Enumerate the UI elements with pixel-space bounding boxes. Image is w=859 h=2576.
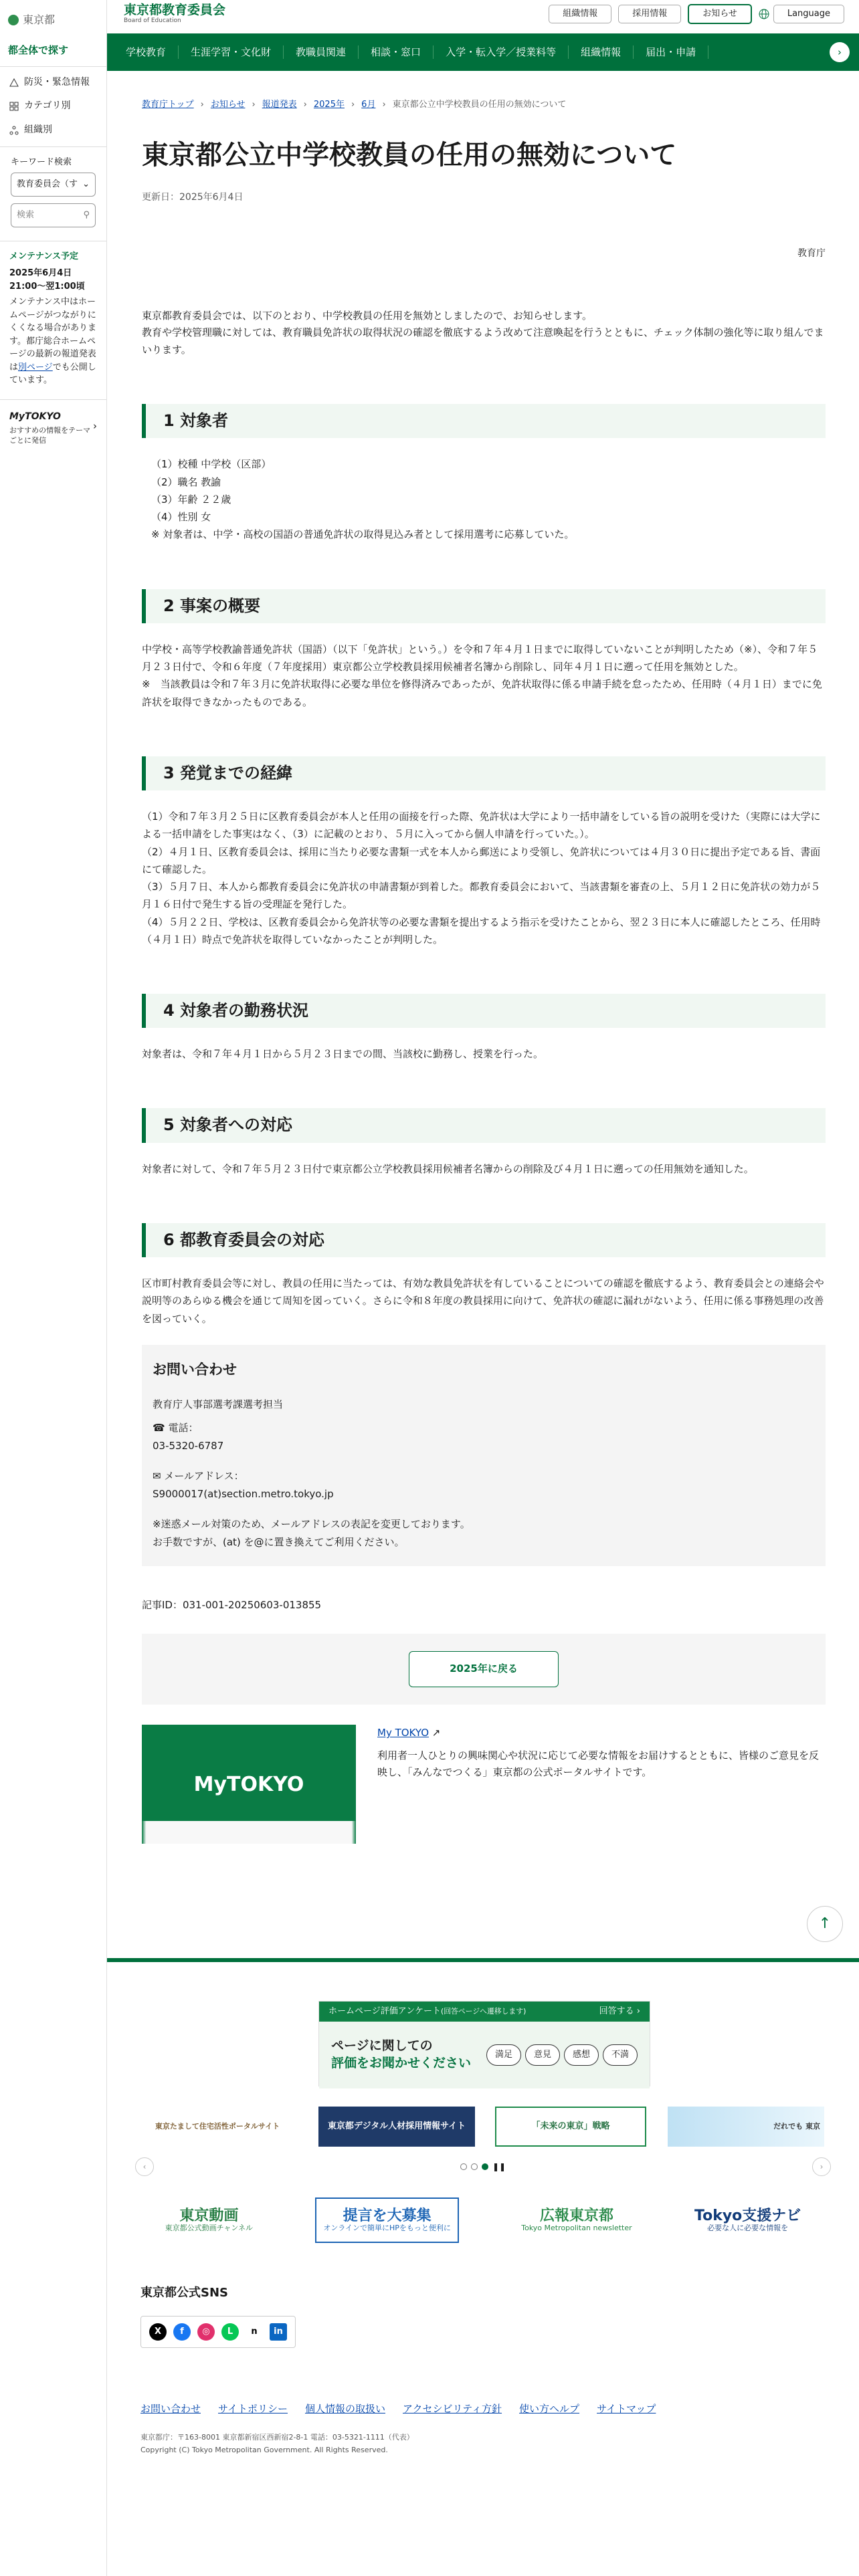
footer-links bbox=[140, 2401, 656, 2418]
site-title[interactable] bbox=[124, 4, 225, 24]
survey-bubble: 不満 bbox=[603, 2044, 638, 2066]
survey-q1: ページに関しての bbox=[331, 2038, 433, 2054]
chevron-down-icon: ⌄ bbox=[82, 179, 90, 190]
banner-sub: 必要な人に必要な情報を bbox=[707, 2224, 789, 2233]
category-icon bbox=[9, 102, 19, 111]
breadcrumb-separator: › bbox=[382, 100, 386, 110]
breadcrumb bbox=[142, 98, 826, 112]
header bbox=[107, 0, 859, 28]
section-heading: 2 事案の概要 bbox=[142, 589, 826, 623]
sidebar-item-label: カテゴリ別 bbox=[24, 100, 71, 112]
survey-answer: 回答する › bbox=[599, 2006, 640, 2016]
banner-support-navi[interactable] bbox=[694, 2197, 801, 2243]
inquiry-mail: S9000017(at)section.metro.tokyo.jp bbox=[153, 1487, 334, 1500]
banner-tokyo-video[interactable] bbox=[165, 2197, 253, 2243]
phone-icon: ☎ bbox=[153, 1421, 169, 1434]
breadcrumb-separator: › bbox=[351, 100, 355, 110]
news-button[interactable]: お知らせ bbox=[688, 4, 752, 24]
external-link-icon: ↗ bbox=[429, 1727, 441, 1739]
sidebar bbox=[0, 0, 107, 2576]
banner-title: 広報東京都 bbox=[539, 2207, 613, 2224]
banner-housing[interactable]: 東京たまして住宅活性ポータルサイト bbox=[155, 2121, 280, 2131]
section-heading: 1 対象者 bbox=[142, 404, 826, 438]
gnav-item[interactable]: 生涯学習・文化財 bbox=[179, 45, 284, 59]
instagram-icon[interactable]: ◎ bbox=[197, 2323, 215, 2341]
mail-icon: ✉ bbox=[153, 1469, 165, 1482]
arrow-up-icon: ↑ bbox=[818, 1915, 832, 1933]
search-input[interactable] bbox=[11, 203, 96, 227]
logo-mark-icon bbox=[8, 15, 19, 25]
survey-q2: 評価をお聞かせください bbox=[331, 2056, 472, 2071]
keyword-label: キーワード検索 bbox=[11, 157, 72, 168]
linkedin-icon[interactable]: in bbox=[270, 2323, 287, 2341]
back-to-top-button[interactable] bbox=[807, 1906, 843, 1942]
footer-link[interactable]: 使い方ヘルプ bbox=[519, 2403, 580, 2415]
maintenance-notice bbox=[0, 241, 106, 395]
section-heading: 6 都教育委員会の対応 bbox=[142, 1223, 826, 1257]
section-body bbox=[142, 1275, 826, 1327]
gnav-item[interactable]: 教職員関連 bbox=[284, 45, 359, 59]
banner-koho-tokyo[interactable] bbox=[521, 2197, 632, 2243]
banner-title: Tokyo支援ナビ bbox=[694, 2207, 801, 2224]
survey-banner[interactable] bbox=[318, 2001, 650, 2086]
survey-header bbox=[319, 2002, 650, 2022]
lead-text: 東京都教育委員会では、以下のとおり、中学校教員の任用を無効としましたので、お知らせします。 教育や学校管理職に対しては、教育職員免許状の取得状況の確認を徹底するよう改めて注意喚起を行うとともに、チェック体制の強化等に取り組んでまいります。 bbox=[142, 309, 824, 356]
search-placeholder: 検索 bbox=[17, 210, 35, 221]
mytokyo-text-block bbox=[377, 1725, 826, 1844]
inquiry-tel[interactable]: 03-5320-6787 bbox=[153, 1439, 224, 1452]
chevron-right-icon: › bbox=[93, 420, 97, 433]
survey-bubble: 意見 bbox=[525, 2044, 560, 2066]
chevron-right-icon: › bbox=[838, 46, 842, 58]
section-text: 区市町村教育委員会等に対し、教員の任用に当たっては、有効な教員免許状を有していることについての確認を徹底するよう、教育委員会との連絡会や説明等のあらゆる機会を通じて周知を図っていく。さらに令和８年度の教員採用に向けて、免許状の確認に漏れがないよう、任用に係る事務処理の改善を図っていく。 bbox=[142, 1277, 824, 1325]
inquiry-box bbox=[142, 1345, 826, 1566]
department: 教育庁 bbox=[797, 247, 826, 259]
mytokyo-label: MyTOKYO bbox=[9, 411, 61, 422]
footer-address bbox=[140, 2432, 414, 2456]
maintenance-text bbox=[9, 296, 97, 387]
sidebar-item-category[interactable] bbox=[0, 94, 106, 118]
survey-bubble: 感想 bbox=[564, 2044, 599, 2066]
breadcrumb-item[interactable]: 報道発表 bbox=[262, 100, 297, 110]
gnav-item[interactable]: 組織情報 bbox=[569, 45, 634, 59]
inquiry-tel-row bbox=[153, 1419, 815, 1437]
mytokyo-image-text: MyTOKYO bbox=[193, 1772, 304, 1796]
maintenance-title: メンテナンス予定 bbox=[9, 251, 78, 262]
gnav-item[interactable]: 学校教育 bbox=[114, 45, 179, 59]
footer-link[interactable]: お問い合わせ bbox=[140, 2403, 201, 2415]
survey-bubbles bbox=[486, 2044, 638, 2066]
section-text: 中学校・高等学校教諭普通免許状（国語）（以下「免許状」という。）を令和７年４月１日までに取得していないことが判明したため（※）、令和７年５月２３日付で、令和６年度（７年度採用）東京都公立学校教員採用候補者名簿から削除し、同年４月１日に遡って任用を無効とした。 ※ 当該教員は令和７年３月に免許状取得に必要な単位を修得済みであったが、免許状取得に係る申請手続を怠ったため、任用時（４月１日）までに免許状を取得できなかったものである。 bbox=[142, 643, 822, 708]
banner-title: 東京動画 bbox=[179, 2207, 239, 2224]
section-body bbox=[142, 641, 826, 711]
survey-head-sub: (回答ページへ遷移します) bbox=[440, 2007, 527, 2016]
mytokyo-sidebar-link[interactable] bbox=[0, 399, 106, 454]
section-text: （1）令和７年３月２５日に区教育委員会が本人と任用の面接を行った際、免許状は大学により一括申請をしている旨の説明を受けた（実際には大学による一括申請をした事実はなく、（3）に記載のとおり、５月に入ってから個人申請を行っていた。）。 （2）４月１日、区教育委員会は、採用に当たり必要な書類一式を本人から郵送により受領し、免許状については４月３０日に提出予定である旨、書面にて確認した。 （3）５月７日、本人から都教育委員会に免許状の申請書類が到着した。都教育委員会において、当該書類を審査の上、５月１２日に免許状の効力が５月１６日付で発生する旨の受理証を発行した。 （4）５月２２日、学校は、区教育委員会から免許状等の必要な書類を提出するよう指示を受けたことから、翌２３日に本人に確認したところ、任用時（４月１日）時点で免許状を取得していなかったことが判明した。 bbox=[142, 811, 821, 946]
sidebar-item-label: 組織別 bbox=[24, 124, 52, 136]
footer bbox=[107, 1958, 859, 2576]
footer-banners bbox=[107, 2197, 859, 2243]
language-label: Language bbox=[773, 5, 844, 23]
section-body bbox=[142, 455, 826, 543]
header-buttons bbox=[549, 4, 844, 24]
section-text: （1）校種 中学校（区部） （2）職名 教諭 （3）年齢 ２２歳 （4）性別 女 ※ 対象者は、中学・高校の国語の普通免許状の取得見込み者として採用選考に応募していた。 bbox=[151, 458, 575, 541]
footer-link[interactable]: アクセシビリティ方針 bbox=[402, 2403, 502, 2415]
gnav-item[interactable]: 届出・申請 bbox=[634, 45, 708, 59]
survey-head: ホームページ評価アンケート bbox=[328, 2006, 441, 2016]
carousel-dot[interactable] bbox=[482, 2163, 488, 2170]
recruit-button[interactable]: 採用情報 bbox=[618, 5, 681, 23]
search-all-heading: 都全体で探す bbox=[8, 44, 69, 57]
gnav-next-button[interactable] bbox=[830, 42, 850, 62]
section-body bbox=[142, 1045, 826, 1063]
copyright-text: Copyright (C) Tokyo Metropolitan Government. All Rights Reserved. bbox=[140, 2445, 388, 2454]
survey-question bbox=[331, 2038, 471, 2072]
sidebar-item-disaster[interactable] bbox=[0, 71, 106, 95]
line-icon[interactable]: L bbox=[221, 2323, 239, 2341]
article-id: 記事ID：031-001-20250603-013855 bbox=[142, 1598, 322, 1611]
breadcrumb-separator: › bbox=[200, 100, 204, 110]
gnav-item[interactable]: 入学・転入学／授業料等 bbox=[434, 45, 569, 59]
section-heading: 4 対象者の勤務状況 bbox=[142, 994, 826, 1028]
footer-link[interactable]: 個人情報の取扱い bbox=[304, 2403, 385, 2415]
carousel-controls bbox=[135, 2157, 831, 2176]
sidebar-item-organization[interactable] bbox=[0, 118, 106, 142]
carousel-dot[interactable] bbox=[471, 2163, 478, 2170]
banner-sub: オンラインで簡単にHPをもっと便利に bbox=[323, 2224, 451, 2233]
main-content bbox=[142, 98, 826, 1844]
banner-proposal[interactable] bbox=[315, 2197, 459, 2243]
facebook-icon[interactable]: f bbox=[173, 2323, 191, 2341]
inquiry-tel-label: 電話： bbox=[168, 1421, 199, 1434]
back-area bbox=[142, 1634, 826, 1705]
section-text: 対象者に対して、令和７年５月２３日付で東京都公立学校教員採用候補者名簿からの削除及び４月１日に遡っての任用無効を通知した。 bbox=[142, 1162, 754, 1175]
section-heading: 5 対象者への対応 bbox=[142, 1108, 826, 1142]
breadcrumb-item[interactable]: 教育庁トップ bbox=[142, 100, 194, 110]
mytokyo-image[interactable] bbox=[142, 1725, 356, 1844]
carousel-prev-button[interactable]: ‹ bbox=[135, 2157, 154, 2176]
x-icon[interactable]: X bbox=[149, 2323, 167, 2341]
note-icon[interactable]: n bbox=[246, 2323, 263, 2341]
maintenance-date: 2025年6月4日 21:00〜翌1:00頃 bbox=[9, 268, 85, 292]
gnav-item[interactable]: 相談・窓口 bbox=[359, 45, 434, 59]
survey-head-wrap bbox=[328, 2004, 526, 2019]
carousel-dot[interactable] bbox=[460, 2163, 467, 2170]
scope-select[interactable] bbox=[11, 173, 96, 197]
banner-daredemo-tokyo[interactable]: だれでも 東京 bbox=[668, 2107, 824, 2147]
inquiry-mail-label: メールアドレス： bbox=[164, 1469, 244, 1482]
scope-select-value: 教育委員会（す bbox=[17, 179, 78, 190]
sidebar-item-label: 防災・緊急情報 bbox=[24, 76, 90, 88]
updated-date: 更新日：2025年6月4日 bbox=[142, 192, 244, 203]
mytokyo-promo bbox=[142, 1725, 826, 1844]
mytokyo-description: 利用者一人ひとりの興味関心や状況に応じて必要な情報をお届けするとともに、皆様のご意見を反映し、「みんなでつくる」東京都の公式ポータルサイトです。 bbox=[377, 1749, 820, 1778]
carousel-next-button[interactable]: › bbox=[812, 2157, 831, 2176]
section-heading: 3 発覚までの経緯 bbox=[142, 756, 826, 790]
back-button[interactable]: 2025年に戻る bbox=[409, 1651, 559, 1687]
disaster-icon bbox=[9, 78, 19, 88]
logo-text: 東京都 bbox=[23, 13, 56, 26]
sns-icons bbox=[140, 2316, 296, 2348]
breadcrumb-item[interactable]: お知らせ bbox=[210, 100, 246, 110]
mytokyo-sub: おすすめの情報をテーマごとに発信 bbox=[9, 425, 91, 445]
survey-body bbox=[319, 2022, 650, 2088]
tokyo-logo[interactable] bbox=[0, 0, 106, 35]
breadcrumb-separator: › bbox=[252, 100, 256, 110]
breadcrumb-separator: › bbox=[303, 100, 307, 110]
organization-icon bbox=[9, 126, 19, 135]
breadcrumb-item[interactable]: 2025年 bbox=[313, 100, 345, 110]
sidebar-nav bbox=[0, 66, 106, 147]
address-text: 東京都庁：〒163-8001 東京都新宿区西新宿2-8-1 電話：03-5321-1111（代表） bbox=[140, 2433, 414, 2442]
page-title: 東京都公立中学校教員の任用の無効について bbox=[142, 140, 677, 171]
search-icon[interactable]: ⚲ bbox=[83, 210, 90, 221]
banner-sub: 東京都公式動画チャンネル bbox=[165, 2224, 253, 2233]
globe-icon bbox=[759, 9, 769, 19]
inquiry-title: お問い合わせ bbox=[153, 1361, 237, 1378]
footer-link[interactable]: サイトマップ bbox=[597, 2403, 656, 2415]
sns-title: 東京都公式SNS bbox=[140, 2286, 228, 2300]
breadcrumb-current: 東京都公立中学校教員の任用の無効について bbox=[392, 100, 567, 110]
maintenance-text-1: メンテナンス中はホームページがつながりにくくなる場合があります。都庁総合ホームページの最新の報道発表は bbox=[9, 297, 97, 372]
banner-title: 提言を大募集 bbox=[343, 2207, 432, 2224]
survey-bubble: 満足 bbox=[486, 2044, 521, 2066]
breadcrumb-item[interactable]: 6月 bbox=[361, 100, 376, 110]
maintenance-link[interactable]: 別ページ bbox=[18, 362, 53, 372]
maintenance-text-2: でも公開しています。 bbox=[9, 362, 96, 386]
org-info-button[interactable]: 組織情報 bbox=[549, 5, 611, 23]
carousel-dots bbox=[460, 2160, 506, 2173]
section-text: 対象者は、令和７年４月１日から５月２３日までの間、当該校に勤務し、授業を行った。 bbox=[142, 1048, 544, 1061]
banner-sub: Tokyo Metropolitan newsletter bbox=[521, 2224, 632, 2233]
pause-icon[interactable]: ❚❚ bbox=[492, 2161, 506, 2171]
site-title-text: 東京都教育委員会 bbox=[124, 3, 226, 17]
inquiry-dept: 教育庁人事部選考課選考担当 bbox=[153, 1398, 284, 1410]
language-button[interactable] bbox=[759, 5, 844, 23]
site-subtitle: Board of Education bbox=[124, 17, 181, 24]
mytokyo-link[interactable]: My TOKYO bbox=[377, 1727, 430, 1739]
section-body bbox=[142, 808, 826, 948]
banner-digital-recruit[interactable]: 東京都デジタル人材採用情報サイト bbox=[318, 2107, 475, 2147]
global-nav bbox=[107, 33, 859, 71]
inquiry-note: ※迷惑メール対策のため、メールアドレスの表記を変更しております。 お手数ですが、(at) を@に置き換えてご利用ください。 bbox=[153, 1517, 470, 1548]
section-body bbox=[142, 1160, 826, 1178]
footer-link[interactable]: サイトポリシー bbox=[218, 2403, 288, 2415]
inquiry-mail-row bbox=[153, 1467, 815, 1485]
banner-future-tokyo[interactable]: 「未来の東京」戦略 bbox=[495, 2107, 646, 2147]
sns-section bbox=[140, 2283, 296, 2348]
